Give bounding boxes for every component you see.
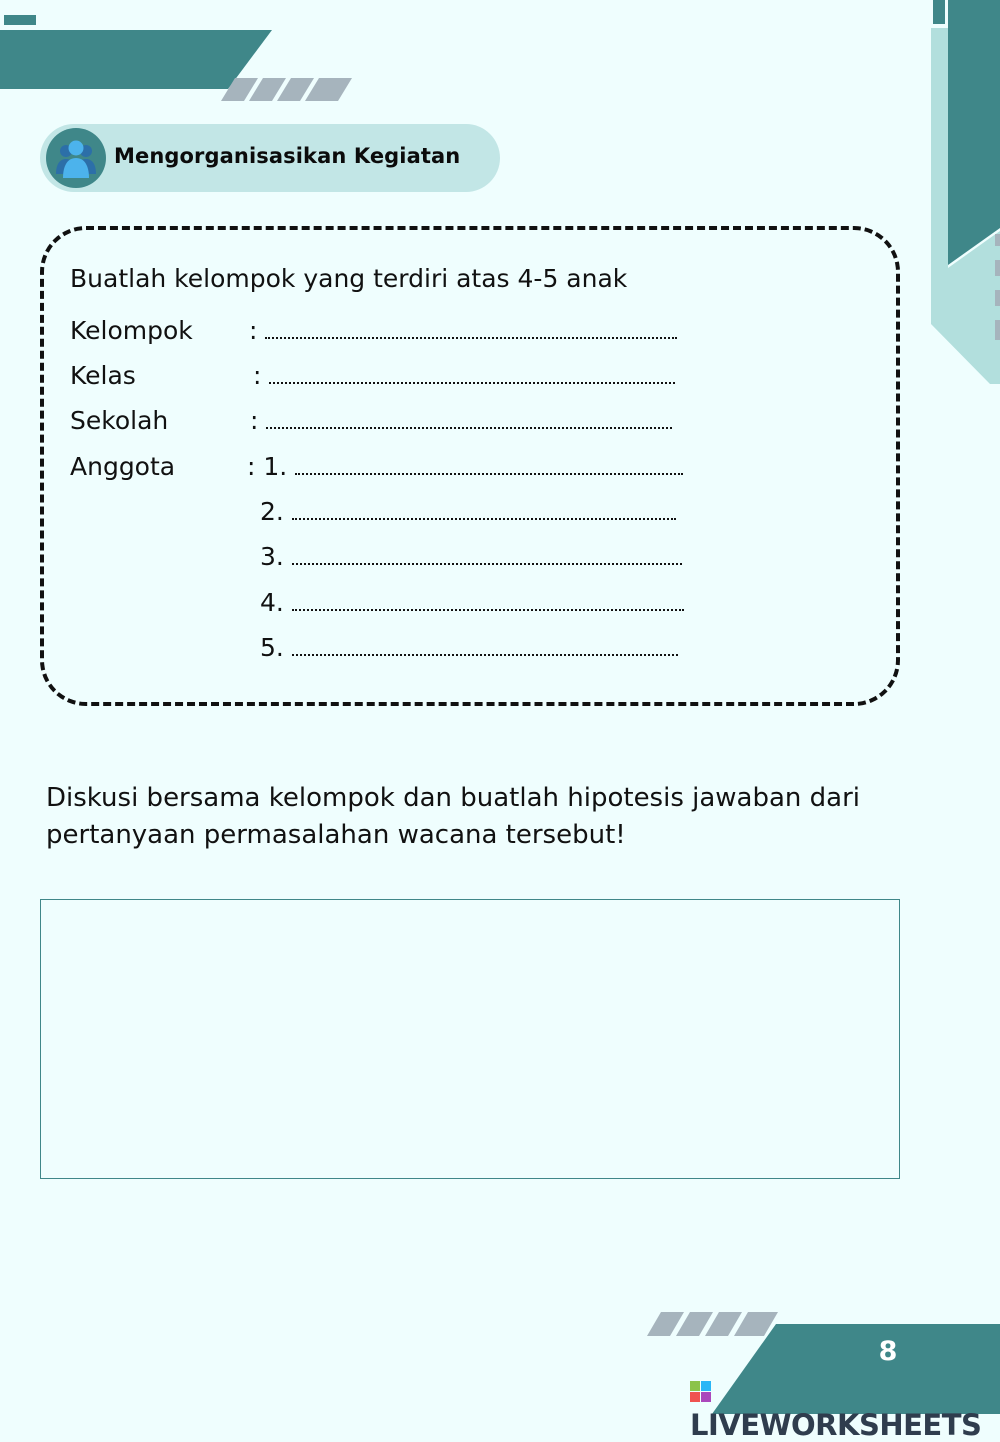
dotted-answer-line [266, 427, 672, 429]
member-number: 1. [263, 452, 288, 481]
dotted-answer-line [292, 518, 676, 520]
dotted-answer-line [292, 654, 678, 656]
field-sekolah-input[interactable] [250, 406, 672, 435]
page-number: 8 [878, 1336, 898, 1367]
field-separator: : [247, 452, 256, 481]
section-header [40, 124, 500, 192]
group-people-icon [46, 128, 106, 188]
brand-text: LIVEWORKSHEETS [690, 1408, 982, 1442]
member-number: 2. [260, 497, 284, 526]
dotted-answer-line [269, 382, 675, 384]
member-5-input[interactable] [260, 633, 678, 662]
member-number: 5. [260, 633, 284, 662]
section-title: Mengorganisasikan Kegiatan [114, 144, 461, 168]
discussion-line-2: pertanyaan permasalahan wacana tersebut! [46, 820, 626, 850]
dotted-answer-line [265, 337, 677, 339]
field-kelas-input[interactable] [253, 361, 675, 390]
member-number: 4. [260, 588, 284, 617]
field-label-kelompok: Kelompok [70, 316, 193, 345]
field-separator: : [249, 316, 258, 345]
field-kelompok-input[interactable] [249, 316, 677, 345]
field-separator: : [253, 361, 262, 390]
member-2-input[interactable] [260, 497, 676, 526]
discussion-prompt [46, 780, 946, 854]
field-separator: : [250, 406, 259, 435]
dotted-answer-line [292, 563, 682, 565]
member-3-input[interactable] [260, 542, 682, 571]
dotted-answer-line [295, 473, 683, 475]
discussion-line-1: Diskusi bersama kelompok dan buatlah hipotesis jawaban dari [46, 783, 861, 813]
hypothesis-answer-box[interactable] [40, 899, 900, 1179]
brand-logo [690, 1374, 1000, 1442]
form-instruction: Buatlah kelompok yang terdiri atas 4-5 anak [70, 264, 628, 293]
field-label-sekolah: Sekolah [70, 406, 169, 435]
field-label-kelas: Kelas [70, 361, 136, 390]
dotted-answer-line [292, 609, 684, 611]
member-number: 3. [260, 542, 284, 571]
field-label-anggota: Anggota [70, 452, 176, 481]
member-1-input[interactable] [247, 452, 683, 481]
liveworksheets-logo-icon [690, 1381, 712, 1403]
member-4-input[interactable] [260, 588, 684, 617]
